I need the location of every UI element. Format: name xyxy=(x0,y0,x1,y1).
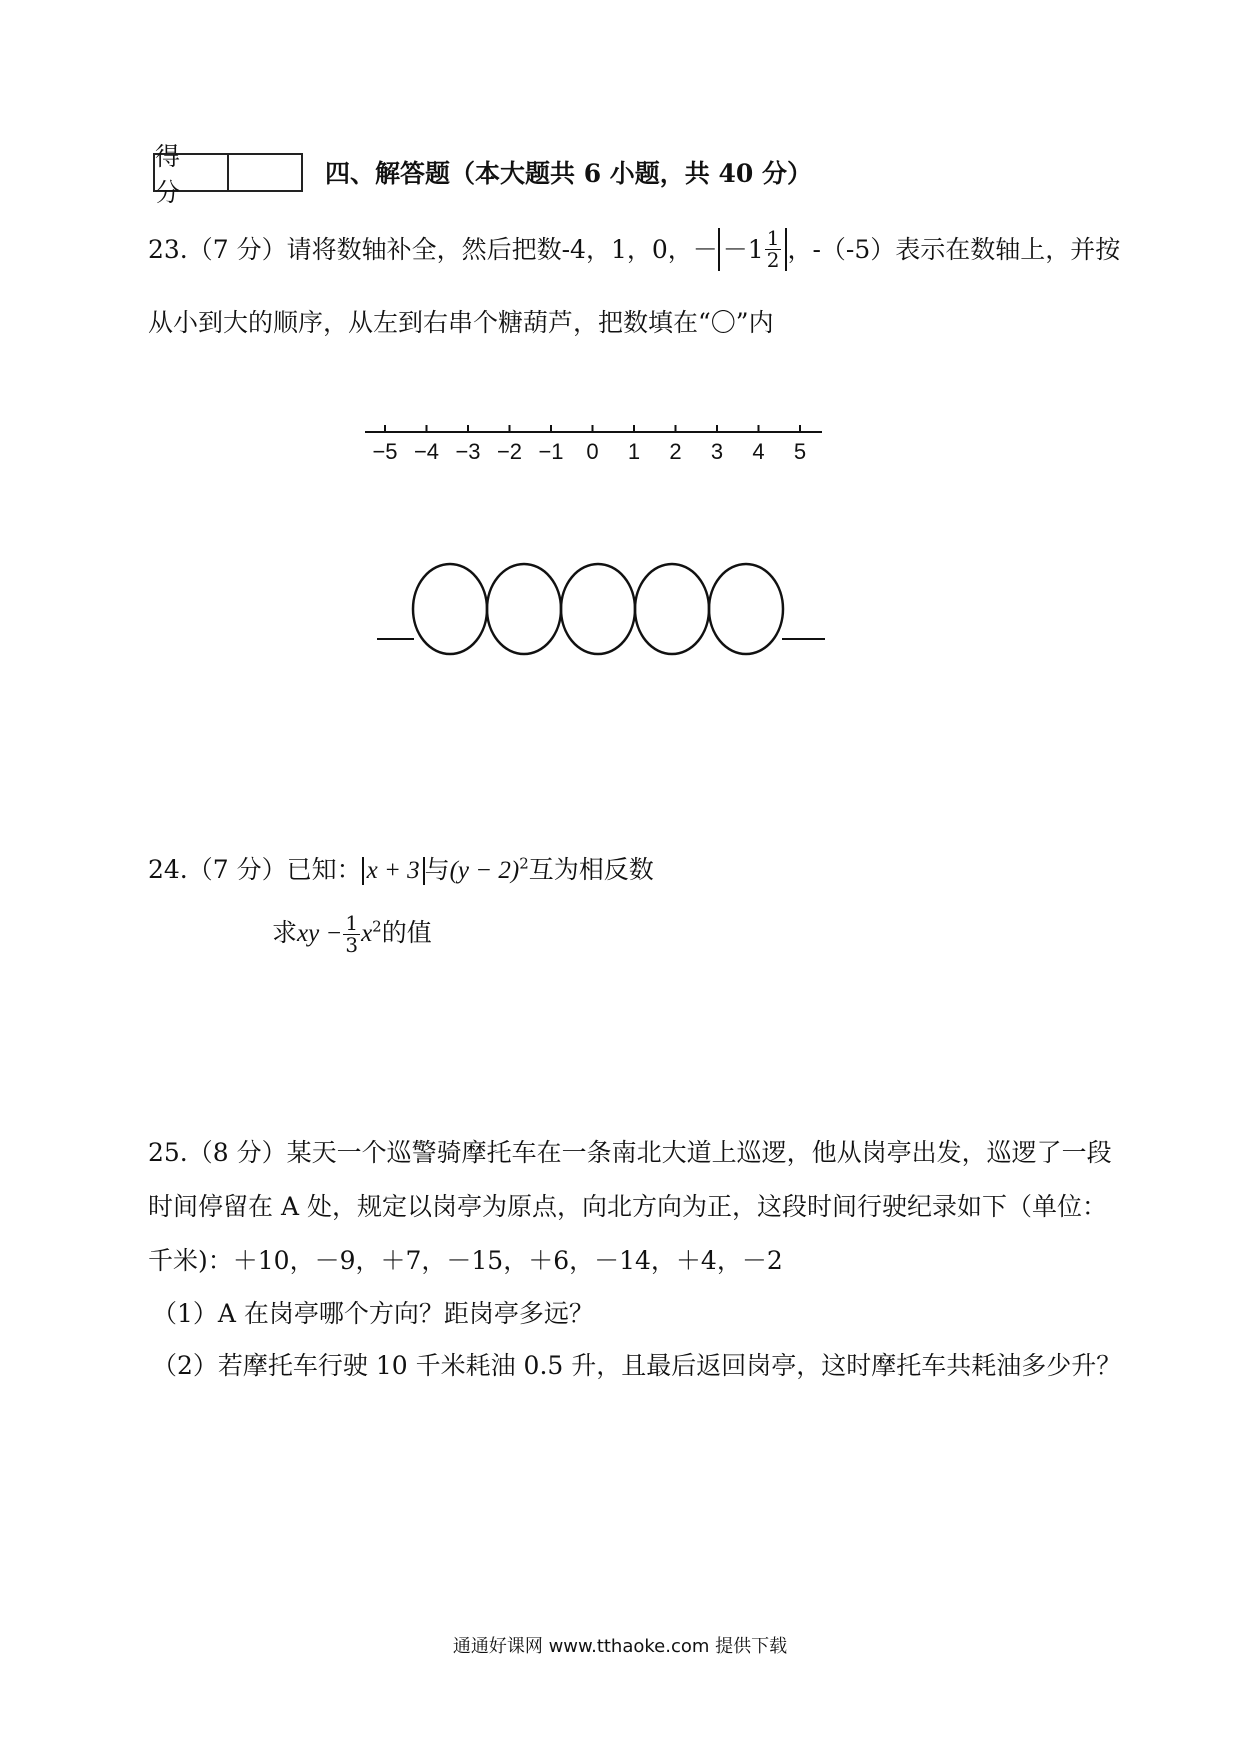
q23-abs-value xyxy=(718,228,788,271)
answer-circle-1[interactable] xyxy=(413,564,487,654)
q25-line2: 时间停留在 A 处，规定以岗亭为原点，向北方向为正，这段时间行驶纪录如下（单位： xyxy=(148,1192,1107,1221)
score-box xyxy=(153,141,303,207)
axis-tick-label: 0 xyxy=(586,439,599,464)
q23-line2: 从小到大的顺序，从左到右串个糖葫芦，把数填在“〇”内 xyxy=(148,308,774,337)
q23-frac-num: 1 xyxy=(766,226,780,250)
q24-ask-num: 1 xyxy=(345,911,359,935)
q24-square-expr: (y − 2) xyxy=(449,857,520,884)
q23-frac-den: 2 xyxy=(766,248,780,272)
q23-prefix: 23.（7 分）请将数轴补全，然后把数-4，1，0， xyxy=(148,234,693,264)
q25-sub1: （1）A 在岗亭哪个方向？距岗亭多远？ xyxy=(152,1299,594,1328)
footer-credit: 通通好课网 www.tthaoke.com 提供下载 xyxy=(452,1636,788,1657)
q24-ask-xy: xy − xyxy=(297,920,343,947)
q23-neg: － xyxy=(692,234,718,264)
q25-line3: 千米)：＋10，－9，＋7，－15，＋6，－14，＋4，－2 xyxy=(148,1246,783,1275)
q24-mid: 与 xyxy=(424,855,450,884)
axis-tick-label: −5 xyxy=(372,439,398,464)
q24-line1 xyxy=(148,850,654,886)
q24-ask-x: x xyxy=(361,920,373,947)
score-label: 得 分 xyxy=(155,155,229,190)
q23-abs-whole: －1 xyxy=(722,234,764,264)
q24-square-exp: 2 xyxy=(519,854,529,873)
q24-abs-expr: x + 3 xyxy=(362,857,425,885)
axis-tick-label: −2 xyxy=(496,439,523,464)
q23-fraction xyxy=(765,228,782,271)
q24-prefix: 24.（7 分）已知： xyxy=(148,855,362,884)
answer-circle-2[interactable] xyxy=(487,564,561,654)
axis-tick-label: 5 xyxy=(793,439,807,464)
q23-suffix: ，-（-5）表示在数轴上，并按 xyxy=(787,234,1121,264)
score-blank xyxy=(229,155,301,190)
axis-tick-label: −3 xyxy=(455,439,481,464)
section-title: 四、解答题（本大题共 6 小题，共 40 分） xyxy=(325,159,813,188)
answer-circle-3[interactable] xyxy=(561,564,635,654)
q25-line1: 25.（8 分）某天一个巡警骑摩托车在一条南北大道上巡逻，他从岗亭出发，巡逻了一段 xyxy=(148,1138,1112,1167)
axis-tick-label: −4 xyxy=(413,439,440,464)
q24-ask-den: 3 xyxy=(345,933,359,957)
q24-ask-suffix: 的值 xyxy=(381,918,432,947)
axis-tick-label: 2 xyxy=(669,439,682,464)
axis-tick-label: 1 xyxy=(627,439,641,464)
q24-ask-fraction xyxy=(343,913,360,956)
answer-circle-4[interactable] xyxy=(635,564,709,654)
q24-line2 xyxy=(272,913,432,956)
axis-tick-label: 4 xyxy=(752,439,765,464)
answer-circle-5[interactable] xyxy=(709,564,783,654)
axis-tick-label: −1 xyxy=(538,439,564,464)
number-axis xyxy=(360,420,840,480)
q23-line1 xyxy=(148,228,1120,271)
q24-ask-prefix: 求 xyxy=(272,918,298,947)
q24-suffix: 互为相反数 xyxy=(528,855,654,884)
candied-haw-chain xyxy=(370,555,830,665)
q24-ask-exp: 2 xyxy=(372,917,382,936)
q25-sub2: （2）若摩托车行驶 10 千米耗油 0.5 升，且最后返回岗亭，这时摩托车共耗油多少升？ xyxy=(152,1351,1122,1380)
axis-tick-label: 3 xyxy=(710,439,724,464)
